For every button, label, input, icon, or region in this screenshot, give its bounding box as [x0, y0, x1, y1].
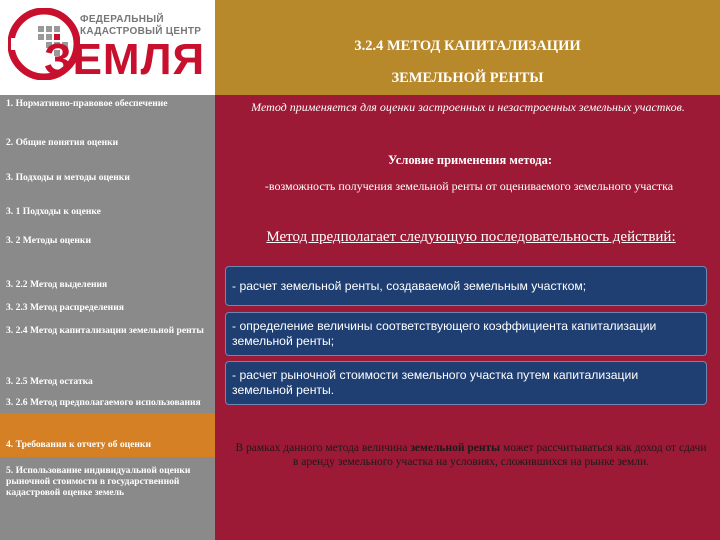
sidebar-item-intended-use-method[interactable]: 3. 2.6 Метод предполагаемого использования — [6, 397, 201, 408]
logo-line-2: КАДАСТРОВЫЙ ЦЕНТР — [80, 26, 202, 37]
logo-main-text: ЗЕМЛЯ — [44, 35, 206, 84]
sidebar-item-methods[interactable]: 3. 2 Методы оценки — [6, 235, 91, 246]
step-text-3: - расчет рыночной стоимости земельного участка путем капитализации земельной ренты. — [232, 368, 639, 397]
sidebar-item-allocation-method[interactable]: 3. 2.2 Метод выделения — [6, 279, 108, 290]
sidebar-item-normative[interactable]: 1. Нормативно-правовое обеспечение — [6, 98, 168, 109]
step-box-2 — [225, 312, 707, 356]
intro-text: Метод применяется для оценки застроенных и незастроенных земельных участков. — [251, 100, 685, 114]
sidebar-item-general-concepts[interactable]: 2. Общие понятия оценки — [6, 137, 119, 148]
sidebar-item-distribution-method[interactable]: 3. 2.3 Метод распределения — [6, 302, 124, 313]
footer-paragraph — [232, 441, 710, 469]
condition-title: Условие применения метода: — [387, 153, 553, 167]
sidebar-item-capitalization-method[interactable]: 3. 2.4 Метод капитализации земельной ренты — [6, 325, 204, 336]
page-title-line-1: 3.2.4 МЕТОД КАПИТАЛИЗАЦИИ — [354, 38, 581, 54]
footer-text-bold: земельной ренты — [410, 442, 501, 454]
footer-text-part-2: может рассчитываться как доход от сдачи в аренду земельного участка на условиях, сложившихся на рынке земли. — [292, 442, 707, 468]
logo-area — [0, 0, 215, 95]
sequence-title: Метод предполагает следующую последовательность действий: — [266, 229, 676, 245]
footer-text-part-1: В рамках данного метода величина — [235, 442, 411, 454]
sidebar-item-report-requirements[interactable]: 4. Требования к отчету об оценки — [6, 439, 151, 450]
page-title-line-2: ЗЕМЕЛЬНОЙ РЕНТЫ — [391, 70, 544, 86]
sidebar-item-individual-valuation[interactable]: 5. Использование индивидуальной оценки рыночной стоимости в государственной кадастровой оценке земель — [6, 465, 191, 498]
step-text-2: - определение величины соответствующего коэффициента капитализации земельной ренты; — [232, 319, 657, 348]
sidebar — [0, 95, 215, 540]
step-box-1 — [225, 266, 707, 306]
step-box-3 — [225, 361, 707, 405]
sidebar-item-approaches-methods[interactable]: 3. Подходы и методы оценки — [6, 172, 130, 183]
sidebar-item-approaches[interactable]: 3. 1 Подходы к оценке — [6, 206, 101, 217]
sidebar-active-highlight — [0, 413, 215, 457]
sidebar-item-residual-method[interactable]: 3. 2.5 Метод остатка — [6, 376, 93, 387]
logo-line-1: ФЕДЕРАЛЬНЫЙ — [80, 14, 164, 25]
step-text-1: - расчет земельной ренты, создаваемой земельным участком; — [232, 278, 587, 293]
condition-text: -возможность получения земельной ренты от оцениваемого земельного участка — [264, 179, 674, 193]
